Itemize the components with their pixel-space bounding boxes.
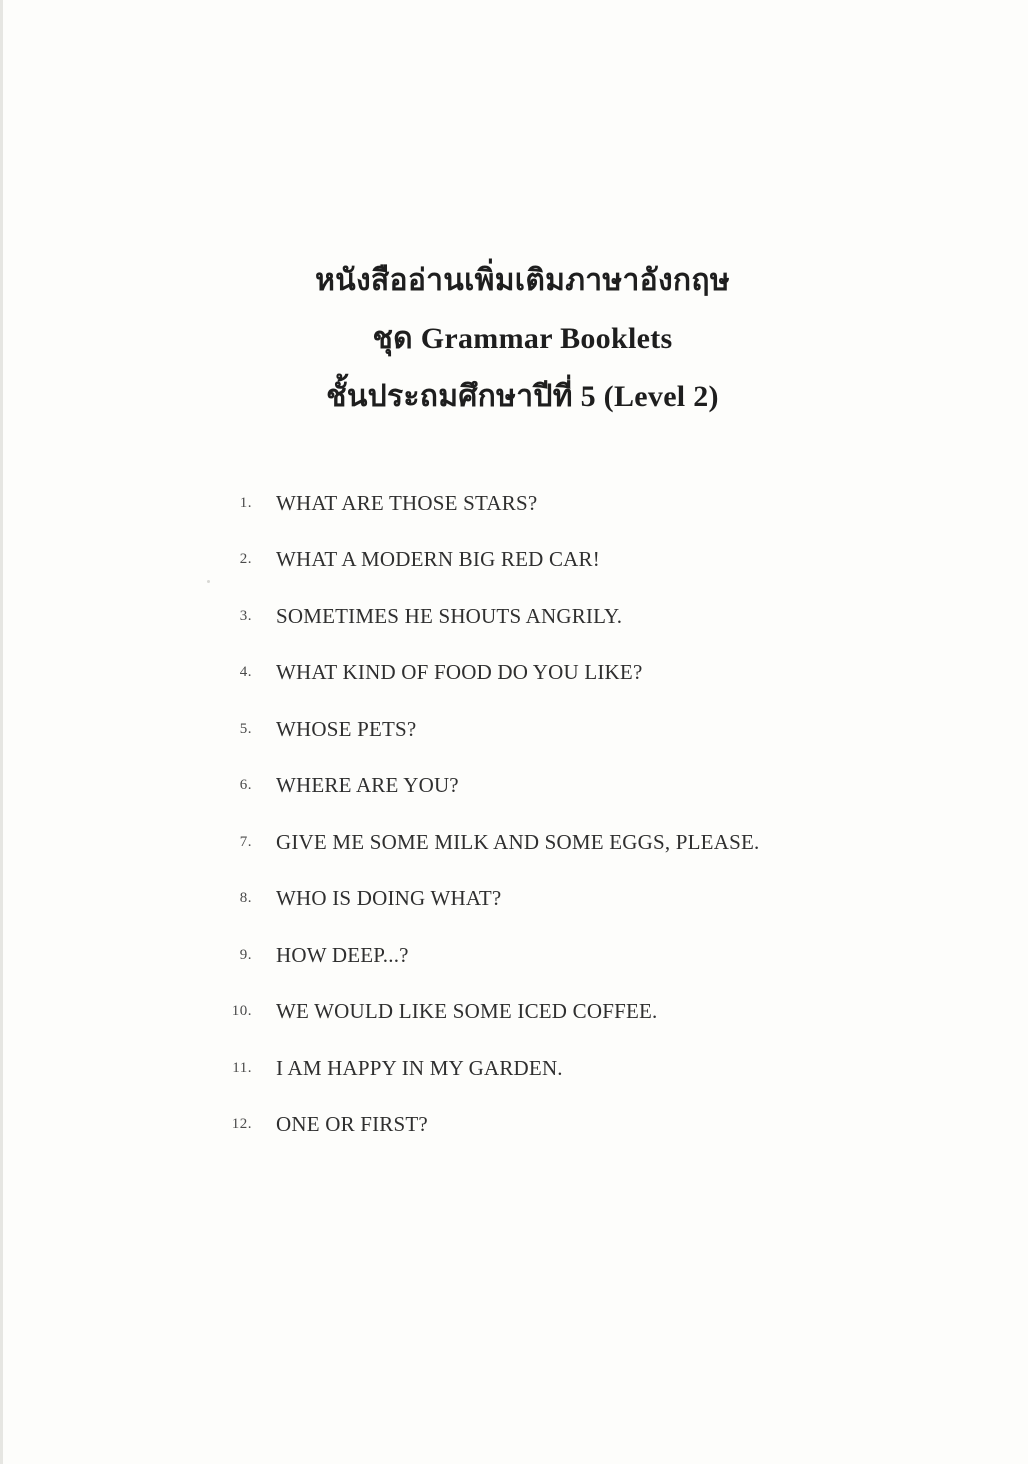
item-number: 4. [239, 664, 252, 681]
item-title: SOMETIMES HE SHOUTS ANGRILY. [276, 603, 623, 628]
booklet-header [0, 252, 1028, 426]
list-item [210, 758, 930, 815]
page-edge [0, 0, 3, 1464]
list-item [210, 532, 930, 589]
item-number: 2. [239, 551, 252, 568]
list-item [210, 871, 930, 928]
item-title: WHAT ARE THOSE STARS? [276, 490, 538, 515]
item-number: 7. [239, 833, 252, 850]
item-title: HOW DEEP...? [276, 942, 409, 967]
header-series-title: ชุด Grammar Booklets [372, 322, 673, 355]
list-item [210, 814, 930, 871]
item-title: WHOSE PETS? [276, 716, 417, 741]
item-title: GIVE ME SOME MILK AND SOME EGGS, PLEASE. [276, 829, 760, 854]
item-number: 12. [231, 1116, 252, 1133]
list-item [210, 475, 930, 532]
list-item [210, 927, 930, 984]
header-grade-level: ชั้นประถมศึกษาปีที่ 5 (Level 2) [326, 380, 719, 413]
item-number: 6. [239, 777, 252, 794]
item-title: ONE OR FIRST? [276, 1112, 428, 1137]
item-title: WHO IS DOING WHAT? [276, 886, 502, 911]
list-item [210, 984, 930, 1041]
item-title: WE WOULD LIKE SOME ICED COFFEE. [276, 999, 658, 1024]
item-title: WHERE ARE YOU? [276, 773, 459, 798]
list-item [210, 645, 930, 702]
item-number: 9. [239, 946, 252, 963]
item-number: 3. [239, 607, 252, 624]
list-item [210, 588, 930, 645]
item-title: I AM HAPPY IN MY GARDEN. [276, 1055, 563, 1080]
item-number: 5. [239, 720, 252, 737]
item-title: WHAT A MODERN BIG RED CAR! [276, 547, 600, 572]
item-number: 10. [231, 1003, 252, 1020]
list-item [210, 701, 930, 758]
item-number: 11. [232, 1059, 252, 1076]
list-item [210, 1040, 930, 1097]
contents-list [210, 475, 930, 1153]
item-number: 1. [239, 494, 252, 511]
item-number: 8. [239, 890, 252, 907]
header-title-thai: หนังสืออ่านเพิ่มเติมภาษาอังกฤษ [315, 264, 730, 297]
item-title: WHAT KIND OF FOOD DO YOU LIKE? [276, 660, 643, 685]
list-item [210, 1097, 930, 1154]
